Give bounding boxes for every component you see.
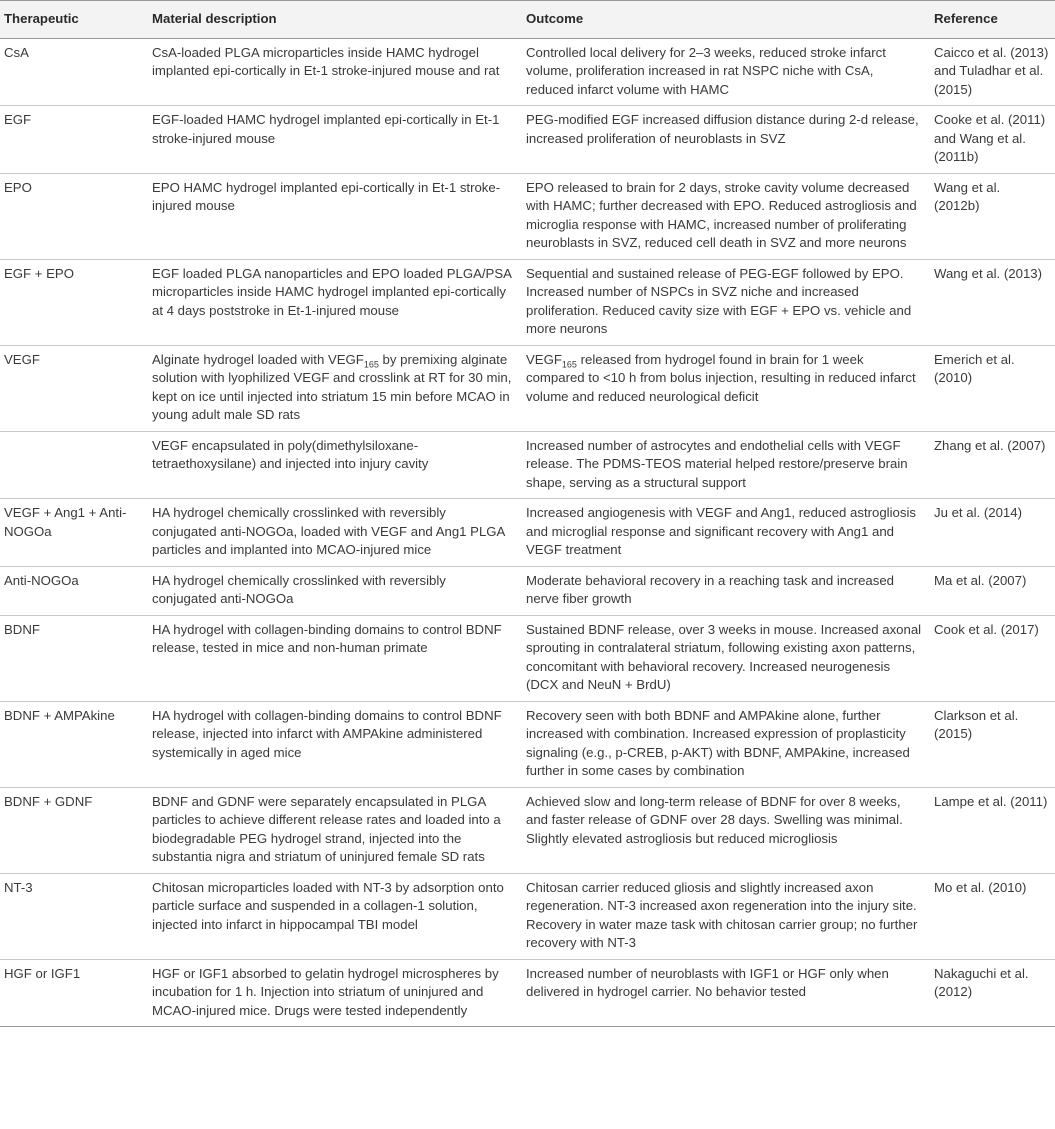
cell-reference: Lampe et al. (2011) [928, 787, 1055, 873]
cell-material: BDNF and GDNF were separately encapsulated in PLGA particles to achieve different release rates and loaded into a biodegradable PEG hydrogel strand, injected into the substantia nigra and striatum of uninjured female SD rats [146, 787, 520, 873]
cell-outcome: Increased angiogenesis with VEGF and Ang1, reduced astrogliosis and microglial response and significant recovery with Ang1 and VEGF treatment [520, 499, 928, 567]
cell-material: HA hydrogel chemically crosslinked with reversibly conjugated anti-NOGOa [146, 566, 520, 615]
cell-material: CsA-loaded PLGA microparticles inside HAMC hydrogel implanted epi-cortically in Et-1 stroke-injured mouse and rat [146, 38, 520, 106]
cell-reference: Ju et al. (2014) [928, 499, 1055, 567]
cell-reference: Mo et al. (2010) [928, 873, 1055, 959]
cell-outcome: Sustained BDNF release, over 3 weeks in mouse. Increased axonal sprouting in contralateral striatum, following existing axon patterns, concomitant with behavioral recovery. Increased neurogenesis (DCX and NeuN + BrdU) [520, 615, 928, 701]
table-row [0, 615, 1055, 701]
cell-material: Chitosan microparticles loaded with NT-3 by adsorption onto particle surface and suspended in a collagen-1 solution, injected into infarct in hippocampal TBI model [146, 873, 520, 959]
cell-material [146, 345, 520, 431]
cell-therapeutic: BDNF + AMPAkine [0, 701, 146, 787]
cell-outcome: EPO released to brain for 2 days, stroke cavity volume decreased with HAMC; further decreased with EPO. Reduced astrogliosis and microglia response with HAMC, increased number of proliferating neuroblasts in SVZ, reduced cell death in SVZ and more neurons [520, 173, 928, 259]
cell-outcome [520, 345, 928, 431]
table-row [0, 173, 1055, 259]
cell-material: EGF loaded PLGA nanoparticles and EPO loaded PLGA/PSA microparticles inside HAMC hydrogel implanted epi-cortically at 4 days poststroke in Et-1-injured mouse [146, 259, 520, 345]
cell-material: VEGF encapsulated in poly(dimethylsiloxane-tetraethoxysilane) and injected into injury cavity [146, 431, 520, 499]
cell-outcome: Increased number of astrocytes and endothelial cells with VEGF release. The PDMS-TEOS material helped restore/preserve brain shape, serving as a structural support [520, 431, 928, 499]
cell-therapeutic: EGF [0, 106, 146, 174]
table-row [0, 345, 1055, 431]
material-text-part: Alginate hydrogel loaded with VEGF [152, 351, 364, 367]
table-row [0, 566, 1055, 615]
cell-therapeutic: HGF or IGF1 [0, 959, 146, 1027]
cell-reference: Ma et al. (2007) [928, 566, 1055, 615]
subscript-165: 165 [363, 359, 379, 370]
table-row [0, 431, 1055, 499]
cell-therapeutic: BDNF + GDNF [0, 787, 146, 873]
cell-outcome: Achieved slow and long-term release of BDNF for over 8 weeks, and faster release of GDNF over 28 days. Swelling was minimal. Slightly elevated astrogliosis but reduced microgliosis [520, 787, 928, 873]
table-header [0, 1, 1055, 39]
subscript-165: 165 [561, 359, 577, 370]
cell-reference: Emerich et al. (2010) [928, 345, 1055, 431]
outcome-text-part: VEGF [526, 351, 562, 367]
cell-therapeutic: CsA [0, 38, 146, 106]
cell-outcome: Increased number of neuroblasts with IGF1 or HGF only when delivered in hydrogel carrier. No behavior tested [520, 959, 928, 1027]
cell-therapeutic: Anti-NOGOa [0, 566, 146, 615]
cell-reference: Cooke et al. (2011) and Wang et al. (2011b) [928, 106, 1055, 174]
cell-material: HA hydrogel with collagen-binding domains to control BDNF release, tested in mice and non-human primate [146, 615, 520, 701]
table-row [0, 106, 1055, 174]
cell-therapeutic: EGF + EPO [0, 259, 146, 345]
cell-material: EPO HAMC hydrogel implanted epi-cortically in Et-1 stroke-injured mouse [146, 173, 520, 259]
cell-therapeutic [0, 431, 146, 499]
cell-reference: Wang et al. (2012b) [928, 173, 1055, 259]
cell-material: HGF or IGF1 absorbed to gelatin hydrogel microspheres by incubation for 1 h. Injection into striatum of uninjured and MCAO-injured mice. Drugs were tested independently [146, 959, 520, 1027]
table-row [0, 259, 1055, 345]
cell-outcome: Chitosan carrier reduced gliosis and slightly increased axon regeneration. NT-3 increased axon regeneration into the injury site. Recovery in water maze task with chitosan carrier group; no further recovery with NT-3 [520, 873, 928, 959]
cell-reference: Caicco et al. (2013) and Tuladhar et al. (2015) [928, 38, 1055, 106]
cell-outcome: Recovery seen with both BDNF and AMPAkine alone, further increased with combination. Increased expression of proplasticity signaling (e.g., p-CREB, p-AKT) with BDNF, AMPAkine, increased further in some cases by combination [520, 701, 928, 787]
material-text-part: by premixing alginate solution with lyophilized VEGF and crosslink at RT for 30 min, kept on ice until injected into striatum 15 min before MCAO in young adult male SD rats [152, 351, 512, 422]
cell-outcome: Moderate behavioral recovery in a reaching task and increased nerve fiber growth [520, 566, 928, 615]
cell-material: HA hydrogel with collagen-binding domains to control BDNF release, injected into infarct with AMPAkine administered systemically in aged mice [146, 701, 520, 787]
cell-outcome: Sequential and sustained release of PEG-EGF followed by EPO. Increased number of NSPCs in SVZ niche and increased proliferation. Reduced cavity size with EGF + EPO vs. vehicle and more neurons [520, 259, 928, 345]
table-row [0, 38, 1055, 106]
table-body [0, 38, 1055, 1027]
cell-reference: Zhang et al. (2007) [928, 431, 1055, 499]
table-row [0, 959, 1055, 1027]
cell-reference: Wang et al. (2013) [928, 259, 1055, 345]
table-row [0, 499, 1055, 567]
table-row [0, 701, 1055, 787]
header-outcome: Outcome [520, 1, 928, 39]
cell-reference: Cook et al. (2017) [928, 615, 1055, 701]
cell-material: HA hydrogel chemically crosslinked with reversibly conjugated anti-NOGOa, loaded with VEGF and Ang1 PLGA particles and implanted into MCAO-injured mice [146, 499, 520, 567]
table-row [0, 787, 1055, 873]
header-material-description: Material description [146, 1, 520, 39]
cell-outcome: Controlled local delivery for 2–3 weeks, reduced stroke infarct volume, proliferation increased in rat NSPC niche with CsA, reduced infarct volume with HAMC [520, 38, 928, 106]
cell-reference: Nakaguchi et al. (2012) [928, 959, 1055, 1027]
header-therapeutic: Therapeutic [0, 1, 146, 39]
cell-material: EGF-loaded HAMC hydrogel implanted epi-cortically in Et-1 stroke-injured mouse [146, 106, 520, 174]
header-reference: Reference [928, 1, 1055, 39]
cell-therapeutic: NT-3 [0, 873, 146, 959]
cell-therapeutic: VEGF + Ang1 + Anti-NOGOa [0, 499, 146, 567]
cell-therapeutic: BDNF [0, 615, 146, 701]
cell-therapeutic: VEGF [0, 345, 146, 431]
outcome-text-part: released from hydrogel found in brain for 1 week compared to <10 h from bolus injection, resulting in reduced infarct volume and reduced neurological deficit [526, 351, 916, 404]
cell-therapeutic: EPO [0, 173, 146, 259]
header-row [0, 1, 1055, 39]
cell-outcome: PEG-modified EGF increased diffusion distance during 2-d release, increased proliferation of neuroblasts in SVZ [520, 106, 928, 174]
cell-reference: Clarkson et al. (2015) [928, 701, 1055, 787]
table-row [0, 873, 1055, 959]
